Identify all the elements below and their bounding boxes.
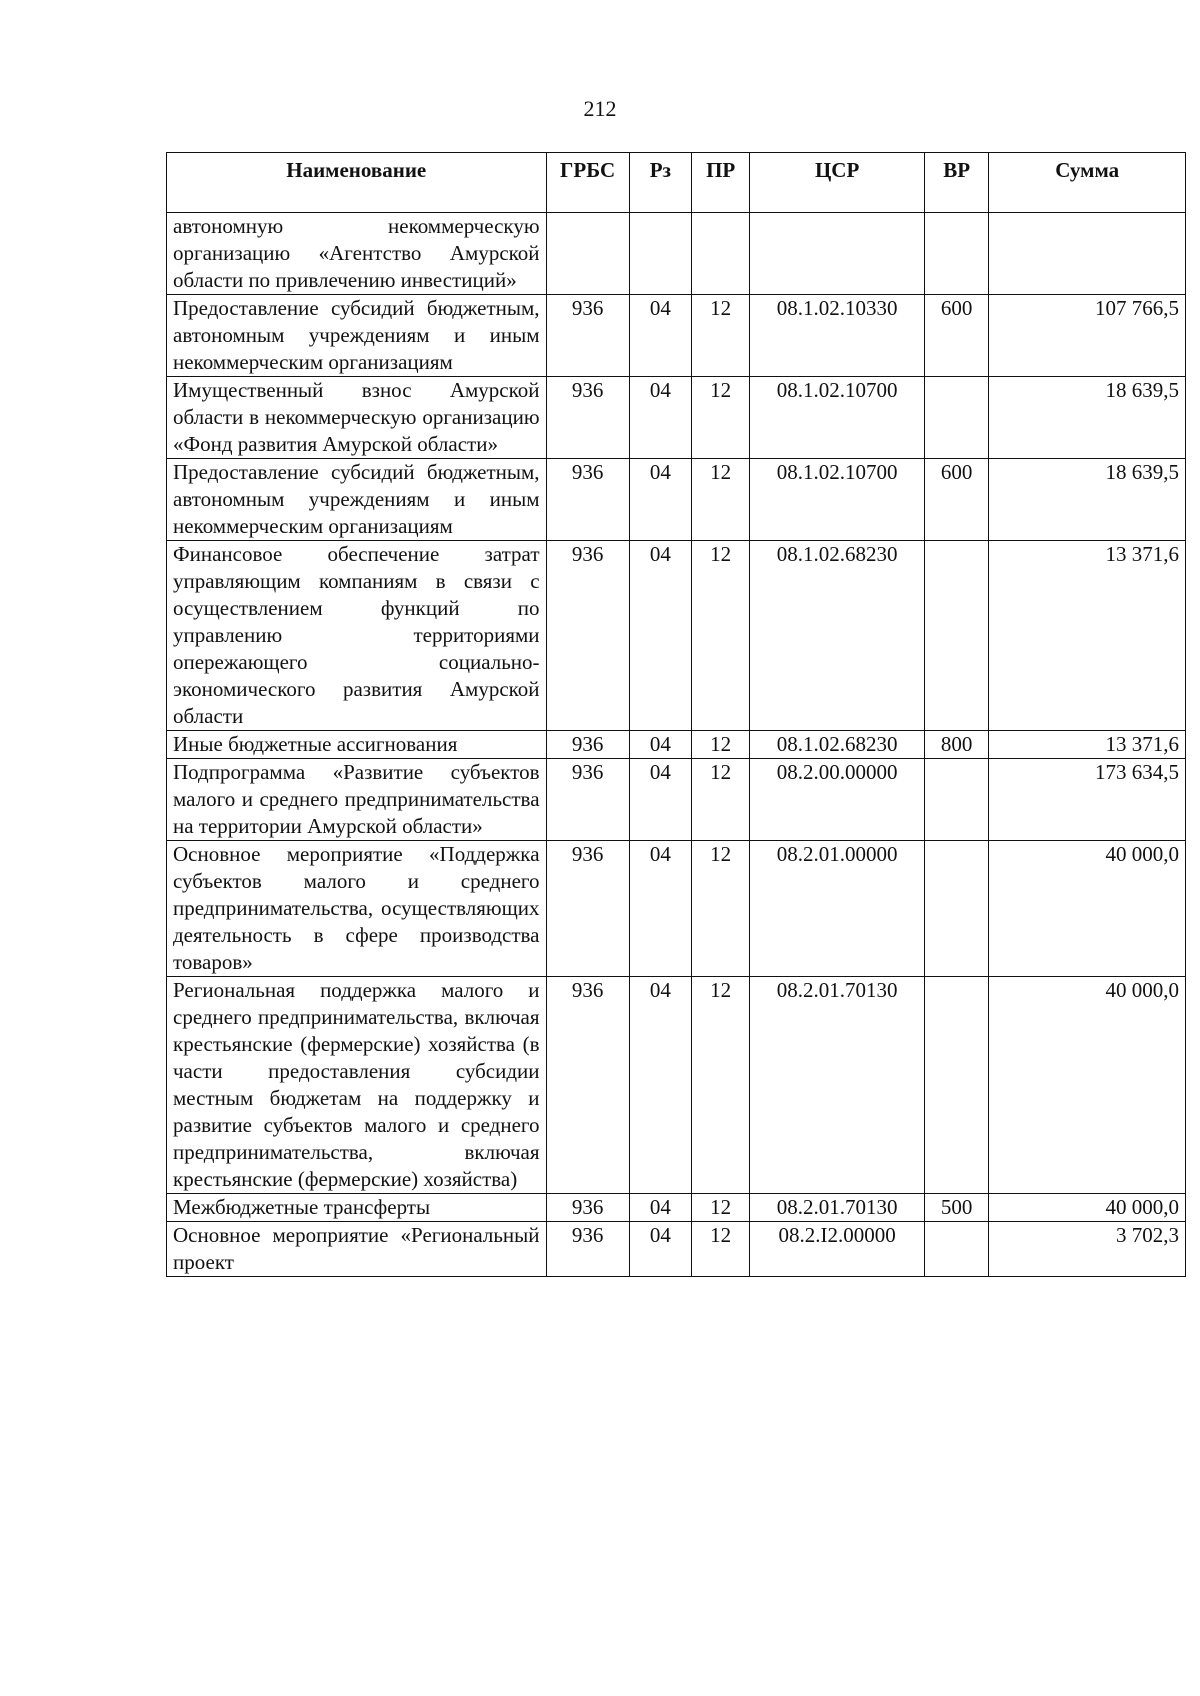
cell-sum: 40 000,0 <box>989 841 1186 977</box>
cell-csr: 08.1.02.10330 <box>750 295 925 377</box>
cell-name: Предоставление субсидий бюджетным, автономным учреждениям и иным некоммерческим организациям <box>167 295 547 377</box>
cell-csr: 08.2.01.00000 <box>750 841 925 977</box>
cell-grbs: 936 <box>546 459 629 541</box>
table-row <box>167 1222 1186 1277</box>
table-row <box>167 377 1186 459</box>
cell-grbs: 936 <box>546 541 629 731</box>
table-row <box>167 841 1186 977</box>
header-csr: ЦСР <box>750 153 925 213</box>
cell-pr: 12 <box>692 759 750 841</box>
cell-csr: 08.1.02.10700 <box>750 377 925 459</box>
header-rz: Рз <box>629 153 691 213</box>
cell-csr: 08.2.00.00000 <box>750 759 925 841</box>
cell-vr <box>924 213 988 295</box>
cell-sum: 18 639,5 <box>989 459 1186 541</box>
cell-sum: 107 766,5 <box>989 295 1186 377</box>
cell-vr: 500 <box>924 1194 988 1222</box>
header-pr: ПР <box>692 153 750 213</box>
cell-sum: 173 634,5 <box>989 759 1186 841</box>
cell-rz: 04 <box>629 1222 691 1277</box>
budget-table <box>166 152 1186 1277</box>
cell-csr: 08.1.02.68230 <box>750 731 925 759</box>
cell-pr: 12 <box>692 1222 750 1277</box>
table-row <box>167 295 1186 377</box>
cell-grbs: 936 <box>546 295 629 377</box>
table-row <box>167 731 1186 759</box>
cell-grbs: 936 <box>546 377 629 459</box>
cell-pr: 12 <box>692 977 750 1194</box>
cell-vr: 600 <box>924 459 988 541</box>
table-row <box>167 977 1186 1194</box>
cell-rz: 04 <box>629 295 691 377</box>
cell-pr: 12 <box>692 295 750 377</box>
cell-csr <box>750 213 925 295</box>
cell-name: Основное мероприятие «Поддержка субъектов малого и среднего предпринимательства, осуществляющих деятельность в сфере производства товаров» <box>167 841 547 977</box>
cell-pr <box>692 213 750 295</box>
cell-pr: 12 <box>692 1194 750 1222</box>
cell-grbs: 936 <box>546 977 629 1194</box>
table-row <box>167 1194 1186 1222</box>
cell-grbs: 936 <box>546 1222 629 1277</box>
cell-grbs: 936 <box>546 841 629 977</box>
table-row <box>167 459 1186 541</box>
cell-vr <box>924 977 988 1194</box>
cell-name: Подпрограмма «Развитие субъектов малого и среднего предпринимательства на территории Амурской области» <box>167 759 547 841</box>
cell-name: Иные бюджетные ассигнования <box>167 731 547 759</box>
cell-name: Межбюджетные трансферты <box>167 1194 547 1222</box>
cell-name: Региональная поддержка малого и среднего предпринимательства, включая крестьянские (фермерские) хозяйства (в части предоставления субсидии местным бюджетам на поддержку и развитие субъектов малого и среднего предпринимательства, включая крестьянские (фермерские) хозяйства) <box>167 977 547 1194</box>
cell-grbs: 936 <box>546 731 629 759</box>
cell-rz: 04 <box>629 541 691 731</box>
table-header-row <box>167 153 1186 213</box>
header-sum: Сумма <box>989 153 1186 213</box>
cell-sum: 3 702,3 <box>989 1222 1186 1277</box>
page-number: 212 <box>583 96 617 121</box>
cell-rz: 04 <box>629 377 691 459</box>
table-row <box>167 541 1186 731</box>
cell-grbs <box>546 213 629 295</box>
cell-pr: 12 <box>692 841 750 977</box>
cell-sum: 40 000,0 <box>989 1194 1186 1222</box>
cell-vr <box>924 1222 988 1277</box>
cell-pr: 12 <box>692 377 750 459</box>
cell-rz <box>629 213 691 295</box>
cell-vr: 600 <box>924 295 988 377</box>
cell-pr: 12 <box>692 731 750 759</box>
cell-sum <box>989 213 1186 295</box>
cell-name: Предоставление субсидий бюджетным, автономным учреждениям и иным некоммерческим организациям <box>167 459 547 541</box>
table-body <box>167 213 1186 1277</box>
cell-csr: 08.2.01.70130 <box>750 1194 925 1222</box>
cell-name: Основное мероприятие «Региональный проект <box>167 1222 547 1277</box>
header-name: Наименование <box>167 153 547 213</box>
header-grbs: ГРБС <box>546 153 629 213</box>
cell-csr: 08.2.I2.00000 <box>750 1222 925 1277</box>
cell-sum: 18 639,5 <box>989 377 1186 459</box>
table-row <box>167 759 1186 841</box>
cell-sum: 40 000,0 <box>989 977 1186 1194</box>
cell-vr: 800 <box>924 731 988 759</box>
cell-rz: 04 <box>629 841 691 977</box>
cell-sum: 13 371,6 <box>989 731 1186 759</box>
cell-rz: 04 <box>629 977 691 1194</box>
cell-name: Имущественный взнос Амурской области в некоммерческую организацию «Фонд развития Амурской области» <box>167 377 547 459</box>
cell-csr: 08.2.01.70130 <box>750 977 925 1194</box>
cell-vr <box>924 759 988 841</box>
cell-grbs: 936 <box>546 1194 629 1222</box>
cell-name: автономную некоммерческую организацию «Агентство Амурской области по привлечению инвестиций» <box>167 213 547 295</box>
cell-grbs: 936 <box>546 759 629 841</box>
cell-vr <box>924 841 988 977</box>
cell-pr: 12 <box>692 541 750 731</box>
cell-rz: 04 <box>629 731 691 759</box>
cell-vr <box>924 377 988 459</box>
table-row <box>167 213 1186 295</box>
cell-rz: 04 <box>629 1194 691 1222</box>
cell-csr: 08.1.02.10700 <box>750 459 925 541</box>
cell-sum: 13 371,6 <box>989 541 1186 731</box>
cell-pr: 12 <box>692 459 750 541</box>
header-vr: ВР <box>924 153 988 213</box>
cell-vr <box>924 541 988 731</box>
cell-rz: 04 <box>629 459 691 541</box>
cell-csr: 08.1.02.68230 <box>750 541 925 731</box>
cell-name: Финансовое обеспечение затрат управляющим компаниям в связи с осуществлением функций по управлению территориями опережающего социально-экономического развития Амурской области <box>167 541 547 731</box>
cell-rz: 04 <box>629 759 691 841</box>
